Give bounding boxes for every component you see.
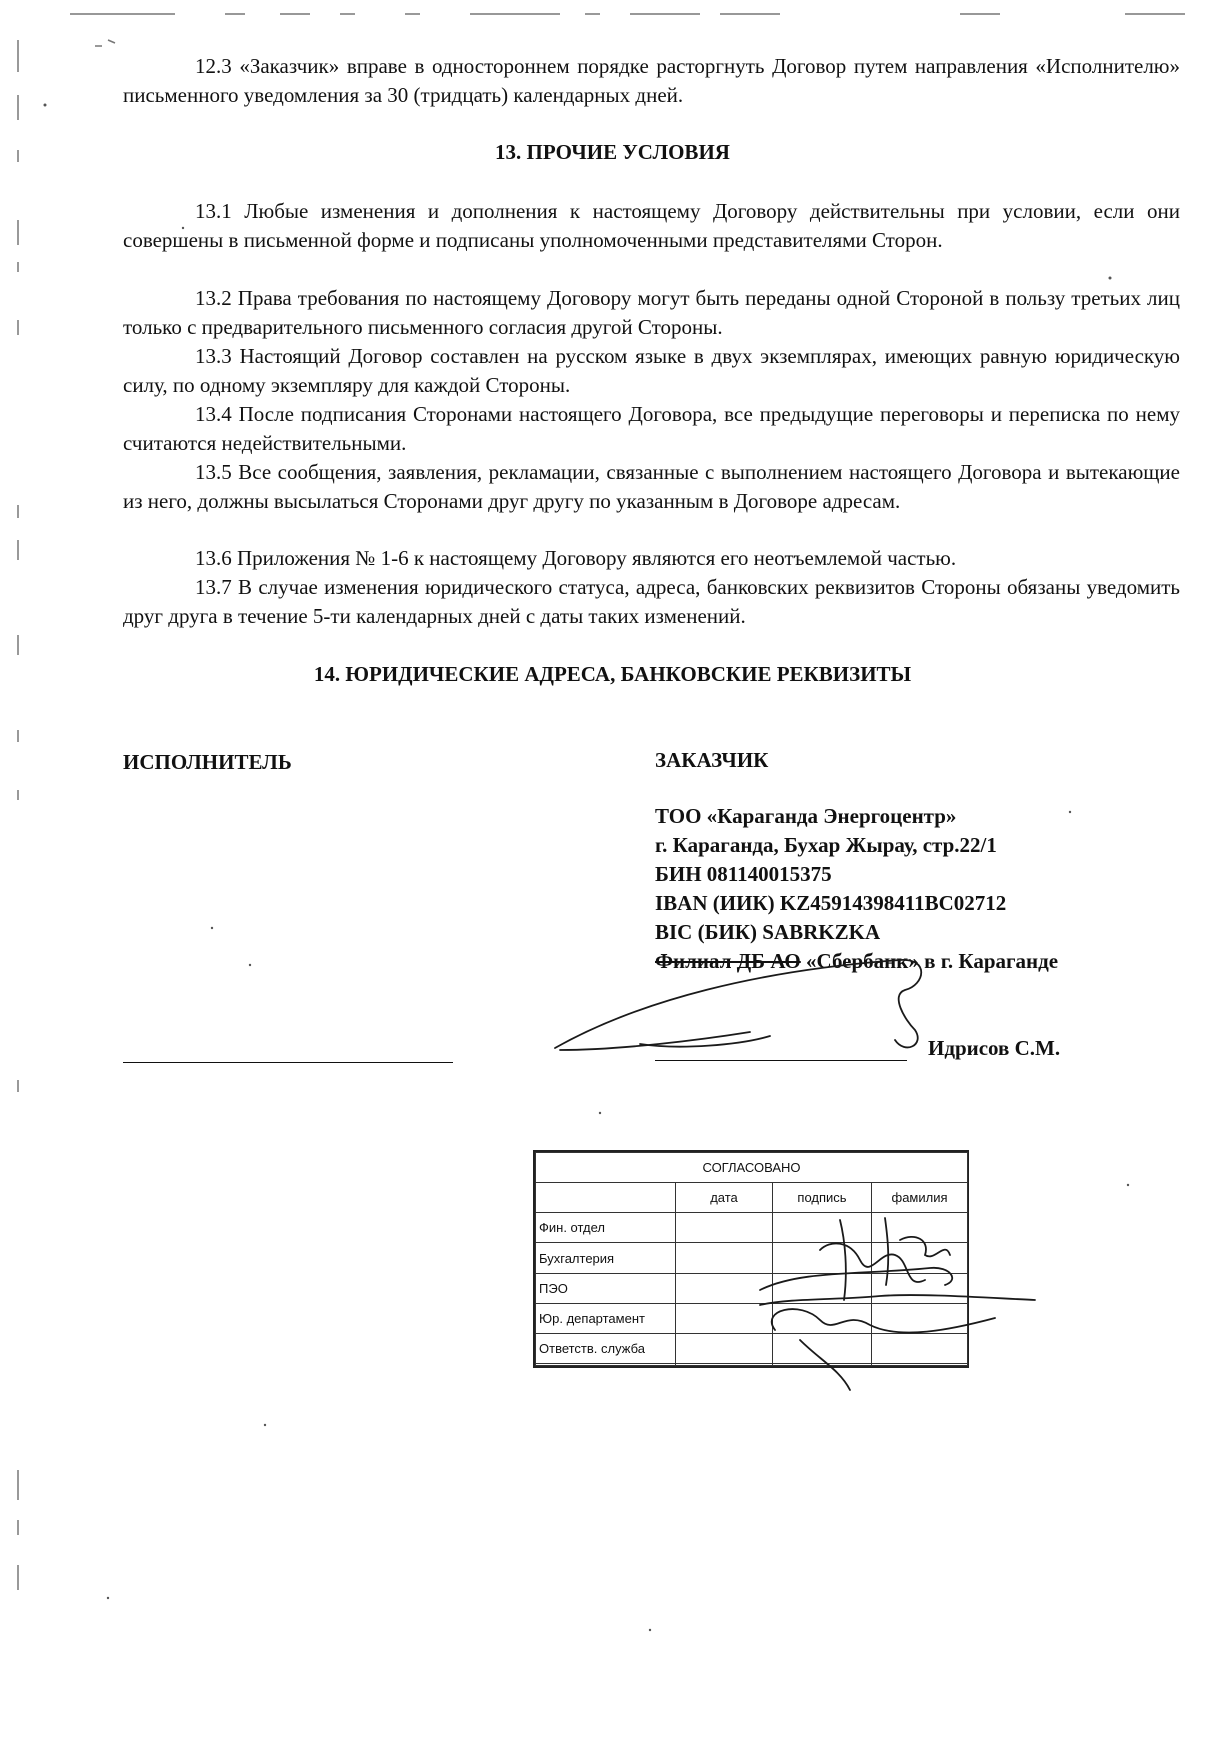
clause-13-4 <box>123 400 1180 458</box>
approval-cell <box>676 1243 773 1273</box>
section-13-title: 13. ПРОЧИЕ УСЛОВИЯ <box>495 140 730 164</box>
approval-col-signature: подпись <box>773 1183 872 1213</box>
clause-13-3-text: 13.3 Настоящий Договор составлен на русском языке в двух экземплярах, имеющих равную юридическую силу, по одному экземпляру для каждой Стороны. <box>123 344 1180 397</box>
approval-cell <box>872 1333 968 1363</box>
executor-signature-line <box>123 1062 453 1063</box>
approval-col-surname: фамилия <box>872 1183 968 1213</box>
customer-bic: BIC (БИК) SABRKZKA <box>655 920 881 944</box>
customer-bank <box>655 947 1058 976</box>
approval-stamp <box>533 1150 969 1368</box>
clause-13-7 <box>123 573 1180 631</box>
customer-bank-rest: «Сбербанк» в г. Караганде <box>800 949 1059 973</box>
approval-cell <box>872 1273 968 1303</box>
approval-cell <box>872 1303 968 1333</box>
approval-cell <box>676 1364 773 1366</box>
approval-stamp-title: СОГЛАСОВАНО <box>536 1153 968 1183</box>
customer-heading: ЗАКАЗЧИК <box>655 748 769 772</box>
clause-13-1-text: 13.1 Любые изменения и дополнения к настоящему Договору действительны при условии, если они совершены в письменной форме и подписаны уполномоченными представителями Сторон. <box>123 199 1180 252</box>
clause-12-3 <box>123 52 1180 110</box>
clause-13-6 <box>123 544 1180 573</box>
approval-row-label: Ответств. служба <box>536 1333 676 1363</box>
customer-address: г. Караганда, Бухар Жырау, стр.22/1 <box>655 833 997 857</box>
approval-cell <box>773 1243 872 1273</box>
clause-13-5 <box>123 458 1180 516</box>
approval-row-label: Юр. департамент <box>536 1303 676 1333</box>
approval-cell <box>773 1303 872 1333</box>
clause-13-4-text: 13.4 После подписания Сторонами настоящего Договора, все предыдущие переговоры и переписка по нему считаются недействительными. <box>123 402 1180 455</box>
approval-cell <box>676 1303 773 1333</box>
customer-bank-struck: Филиал ДБ АО <box>655 949 801 973</box>
clause-12-3-text: 12.3 «Заказчик» вправе в одностороннем порядке расторгнуть Договор путем направления «Исполнителю» письменного уведомления за 30 (тридцать) календарных дней. <box>123 54 1180 107</box>
approval-stamp-corner <box>536 1183 676 1213</box>
clause-13-1 <box>123 197 1180 255</box>
approval-cell <box>872 1243 968 1273</box>
executor-heading: ИСПОЛНИТЕЛЬ <box>123 750 292 774</box>
approval-cell <box>773 1273 872 1303</box>
clause-13-2 <box>123 284 1180 342</box>
approval-cell <box>773 1333 872 1363</box>
customer-bin: БИН 081140015375 <box>655 862 832 886</box>
approval-cell <box>676 1213 773 1243</box>
clause-13-6-text: 13.6 Приложения № 1-6 к настоящему Договору являются его неотъемлемой частью. <box>195 546 957 570</box>
approval-cell <box>872 1364 968 1366</box>
approval-cell <box>872 1213 968 1243</box>
customer-iban: IBAN (ИИК) KZ45914398411BC02712 <box>655 891 1007 915</box>
approval-row-label: Фин. отдел <box>536 1213 676 1243</box>
approval-cell <box>676 1273 773 1303</box>
clause-13-7-text: 13.7 В случае изменения юридического статуса, адреса, банковских реквизитов Стороны обязаны уведомить друг друга в течение 5-ти календарных дней с даты таких изменений. <box>123 575 1180 628</box>
customer-signatory: Идрисов С.М. <box>928 1036 1061 1060</box>
clause-13-3 <box>123 342 1180 400</box>
approval-cell <box>773 1213 872 1243</box>
section-14-title: 14. ЮРИДИЧЕСКИЕ АДРЕСА, БАНКОВСКИЕ РЕКВИЗИТЫ <box>313 662 912 686</box>
approval-cell <box>676 1333 773 1363</box>
customer-company: ТОО «Караганда Энергоцентр» <box>655 804 957 828</box>
clause-13-5-text: 13.5 Все сообщения, заявления, рекламации, связанные с выполнением настоящего Договора и вытекающие из него, должны высылаться Сторонами друг другу по указанным в Договоре адресам. <box>123 460 1180 513</box>
approval-row-label: ПЭО <box>536 1273 676 1303</box>
customer-signature-line <box>655 1060 907 1061</box>
approval-col-date: дата <box>676 1183 773 1213</box>
clause-13-2-text: 13.2 Права требования по настоящему Договору могут быть переданы одной Стороной в пользу третьих лиц только с предварительного письменного согласия другой Стороны. <box>123 286 1180 339</box>
customer-requisites <box>655 802 1058 976</box>
approval-row-label <box>536 1364 676 1366</box>
approval-row-label: Бухгалтерия <box>536 1243 676 1273</box>
approval-cell <box>773 1364 872 1366</box>
